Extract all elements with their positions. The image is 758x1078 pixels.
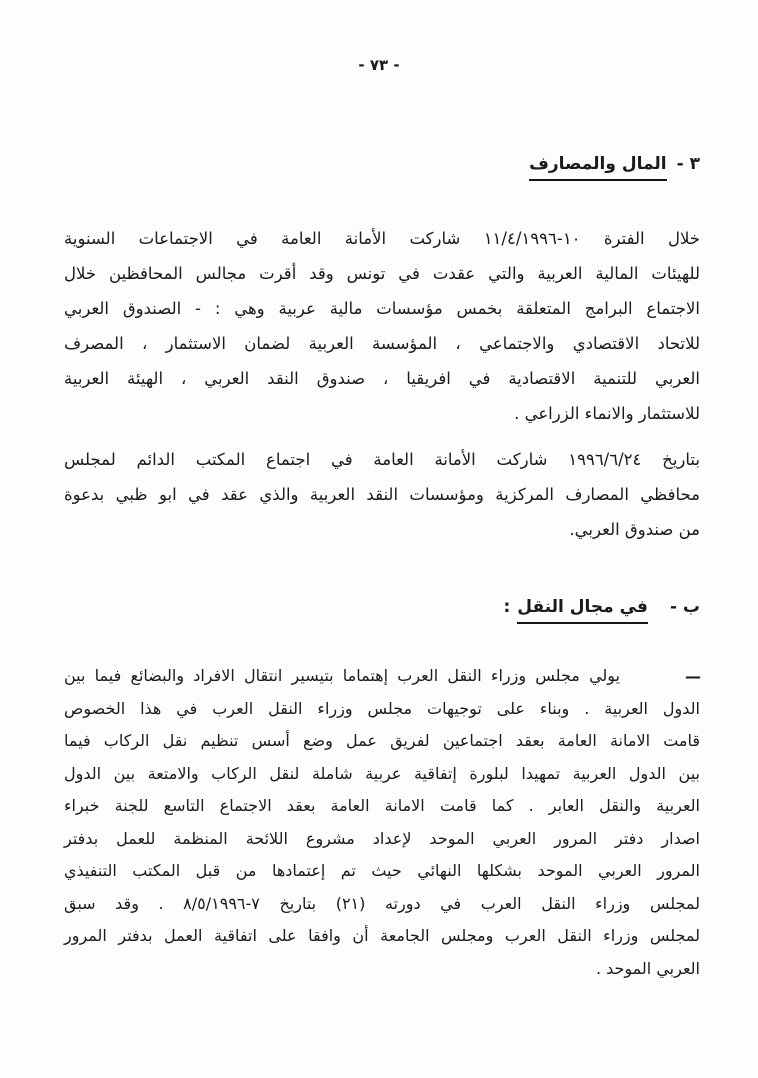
text-line: للاتحاد الاقتصادي والاجتماعي ، المؤسسة العربية لضمان الاستثمار ، المصرف <box>64 334 700 353</box>
text-line: بتاريخ ١٩٩٦/٦/٢٤ شاركت الأمانة العامة في اجتماع المكتب الدائم لمجلس <box>64 450 700 469</box>
text-line: المرور العربي الموحد بشكلها النهائي حيث تم إعتمادها من قبل المكتب التنفيذي <box>64 861 700 880</box>
text-line: للاستثمار والانماء الزراعي . <box>514 404 700 423</box>
text-line: من صندوق العربي. <box>569 520 700 539</box>
text-line: العربية والنقل العابر . كما قامت الامانة العامة بعقد الاجتماع التاسع للجنة خبراء <box>64 796 700 815</box>
document-content <box>0 154 758 985</box>
text-line: خلال الفترة ١٠-١١/٤/١٩٩٦ شاركت الأمانة العامة في الاجتماعات السنوية <box>64 229 700 248</box>
text-line: الاجتماع البرامج المتعلقة بخمس مؤسسات مالية عربية وهي : - الصندوق العربي <box>64 299 700 318</box>
text-line: يولي مجلس وزراء النقل العرب إهتماما بتيسير انتقال الافراد والبضائع فيما بين <box>64 666 620 685</box>
bullet-dash-icon: — <box>685 667 700 686</box>
text-line: بين الدول العربية تمهيدا لبلورة إتفاقية عربية شاملة لنقل الركاب والامتعة بين الدول <box>64 763 700 783</box>
text-line: العربي للتنمية الاقتصادية في افريقيا ، صندوق النقد العربي ، الهيئة العربية <box>64 369 700 388</box>
section-title: في مجال النقل <box>517 597 648 624</box>
paragraph-permanent-bureau-meeting <box>64 442 700 547</box>
heading-colon: : <box>503 597 511 617</box>
text-line: قامت الامانة العامة بعقد اجتماعين لفريق عمل وضع أسس تنظيم نقل الركاب فيما <box>64 731 700 750</box>
section-marker: ٣ - <box>676 154 700 174</box>
page-number: - ٧٣ - <box>358 56 400 74</box>
bullet-paragraph-transport-ministers <box>64 660 700 985</box>
text-line: العربي الموحد . <box>595 958 700 978</box>
paragraph-annual-meetings <box>64 221 700 431</box>
text-line: محافظي المصارف المركزية ومؤسسات النقد العربية والذي عقد في ابو ظبي بدعوة <box>64 485 700 504</box>
text-line: لمجلس وزراء النقل العرب ومجلس الجامعة أن وافقا على اتفاقية العمل بدفتر المرور <box>64 926 700 945</box>
section-heading-transport <box>64 597 700 624</box>
text-line: الدول العربية . وبناء على توجيهات مجلس وزراء النقل العرب في هذا الخصوص <box>64 698 700 718</box>
section-marker: ب - <box>669 597 700 617</box>
text-line: للهيئات المالية العربية والتي عقدت في تونس وقد أقرت مجالس المحافظين خلال <box>64 264 700 283</box>
section-heading-money-and-banks <box>64 154 700 181</box>
text-line: اصدار دفتر المرور العربي الموحد لإعداد مشروع اللائحة المنظمة للعمل بدفتر <box>64 828 700 848</box>
text-line: لمجلس وزراء النقل العرب في دورته (٢١) بتاريخ ٧-٨/٥/١٩٩٦ . وقد سبق <box>64 893 701 913</box>
section-title: المال والمصارف <box>529 154 667 181</box>
